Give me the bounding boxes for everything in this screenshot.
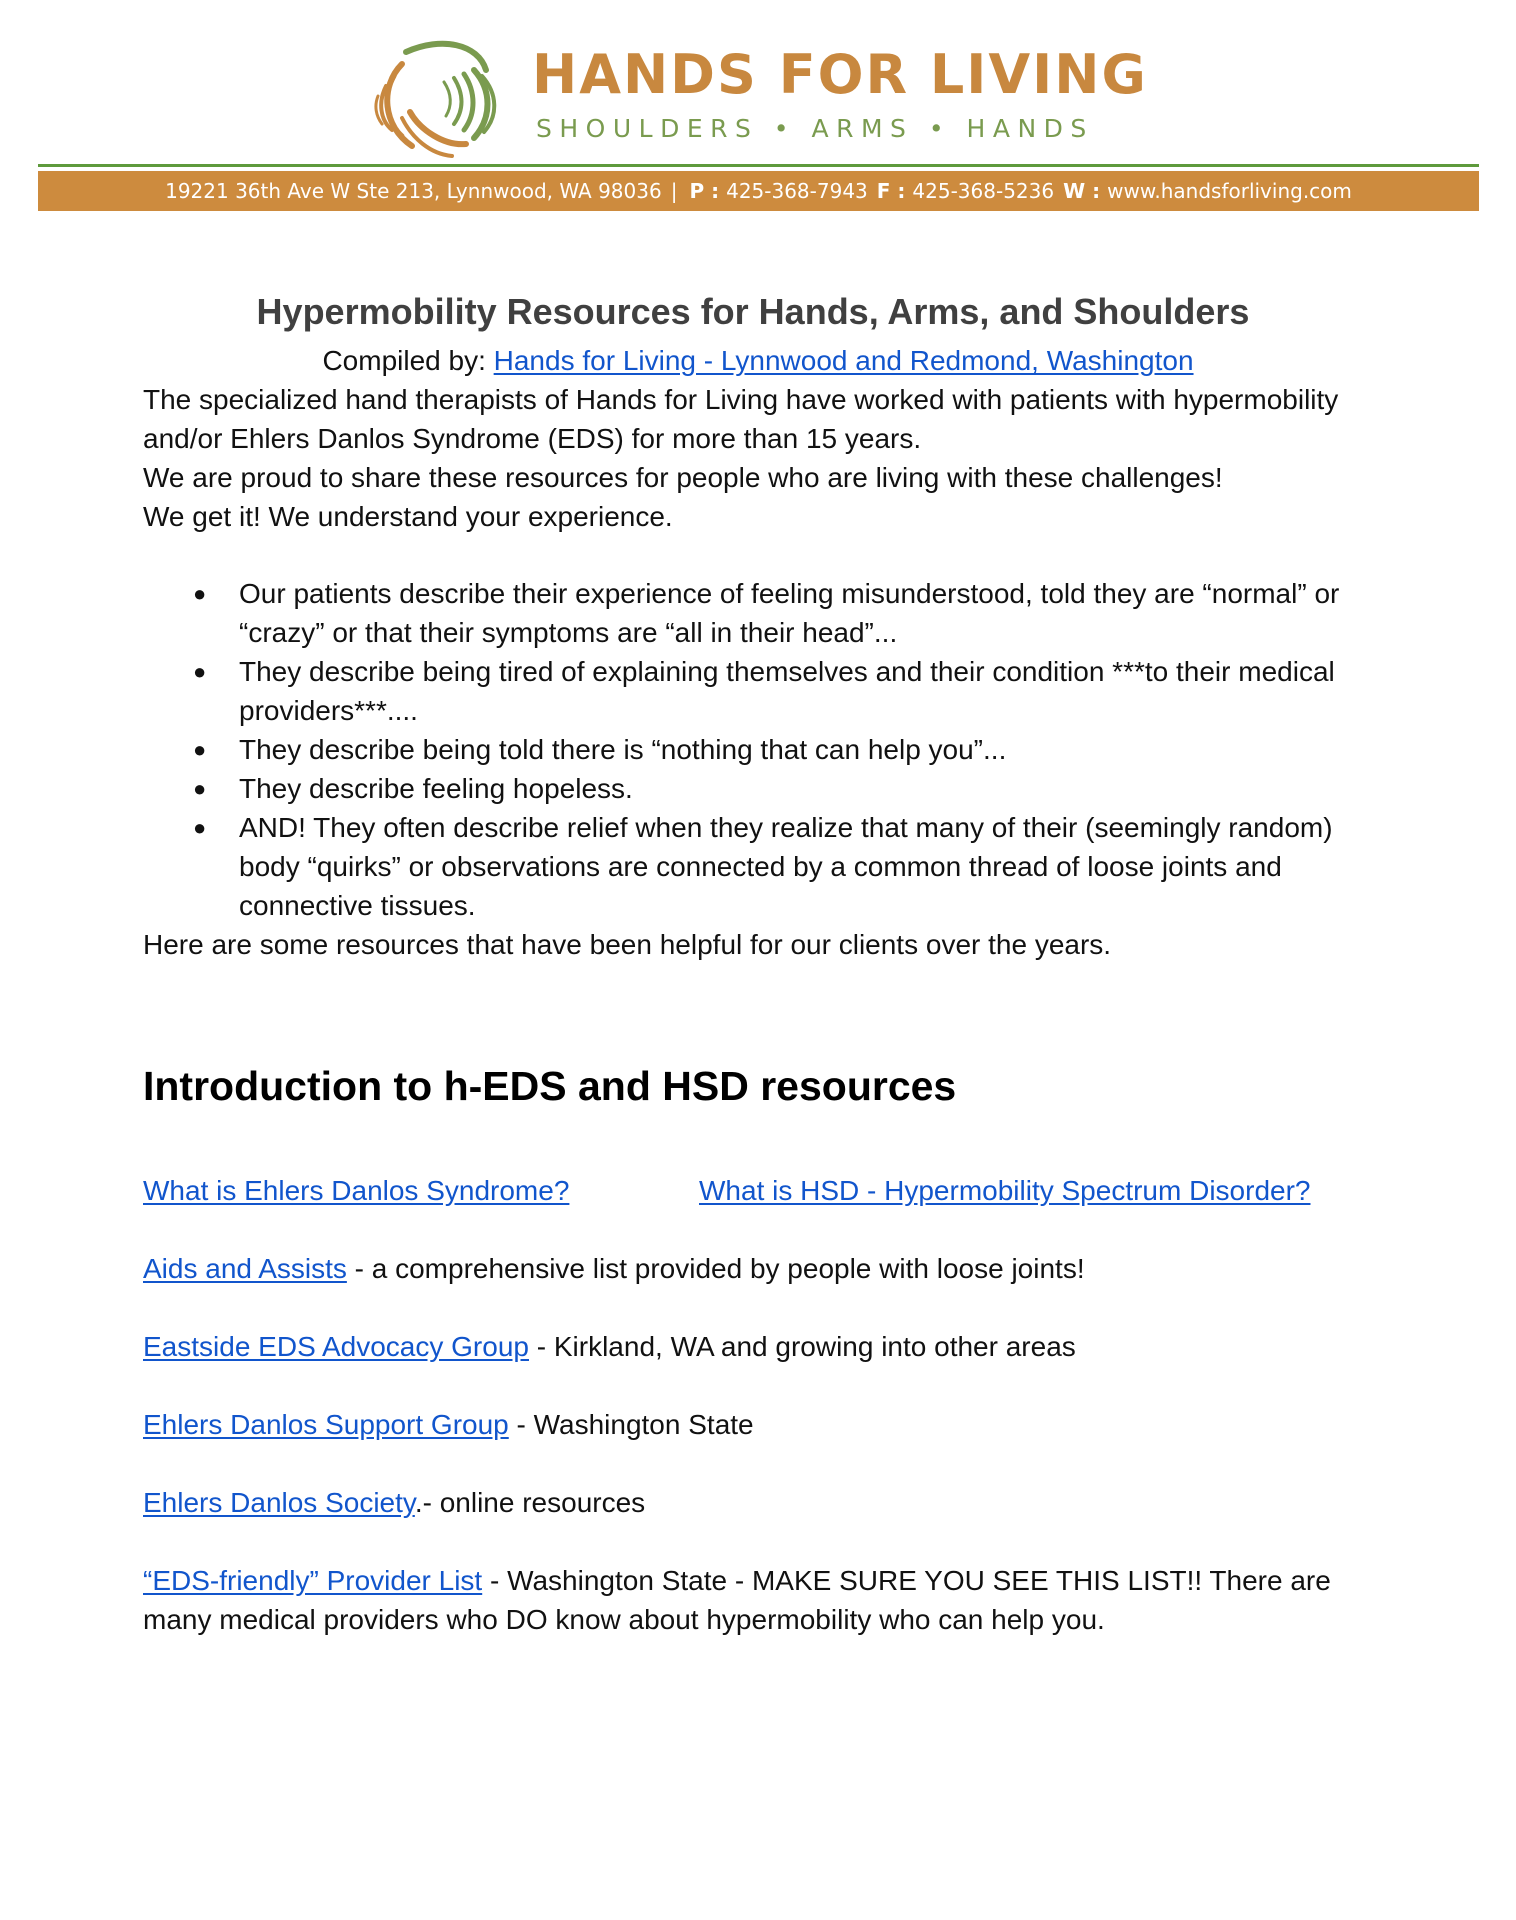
eastside-eds-advocacy-link[interactable]: Eastside EDS Advocacy Group xyxy=(143,1330,529,1362)
resource-description: .- online resources xyxy=(414,1486,646,1518)
compiled-by-label: Compiled by: xyxy=(322,345,494,377)
intro-paragraph: The specialized hand therapists of Hands for Living have worked with patients with hypermobility and/or Ehlers Danlos Syndrome (EDS) for more than 15 years. xyxy=(143,383,1339,454)
bullet-icon: ● xyxy=(193,736,207,762)
what-is-eds-link[interactable]: What is Ehlers Danlos Syndrome? xyxy=(143,1174,570,1206)
resource-description: - Kirkland, WA and growing into other areas xyxy=(528,1330,1076,1362)
web-label: W : xyxy=(1063,179,1101,203)
phone-number: 425-368-7943 xyxy=(726,179,868,203)
resource-description: - Washington State - MAKE SURE YOU SEE THIS LIST!! There are many medical providers who DO know about hypermobility who can help you. xyxy=(143,1564,1331,1635)
fax-label: F : xyxy=(876,179,906,203)
aids-and-assists-link[interactable]: Aids and Assists xyxy=(143,1252,347,1284)
resource-item xyxy=(143,1483,1383,1522)
list-item: ● They describe being told there is “nothing that can help you”... xyxy=(143,730,1369,769)
proud-paragraph: We are proud to share these resources for people who are living with these challenges! xyxy=(143,461,1223,493)
resource-item xyxy=(143,1561,1383,1639)
bullet-icon: ● xyxy=(193,580,207,606)
brand-tagline: SHOULDERS • ARMS • HANDS xyxy=(536,114,1094,143)
separator: | xyxy=(670,179,678,203)
header-divider xyxy=(38,164,1479,167)
what-is-hsd-link[interactable]: What is HSD - Hypermobility Spectrum Disorder? xyxy=(699,1174,1311,1206)
we-get-it-paragraph: We get it! We understand your experience. xyxy=(143,500,673,532)
compiled-by-link[interactable]: Hands for Living - Lynnwood and Redmond, Washington xyxy=(493,345,1194,377)
section-heading: Introduction to h-EDS and HSD resources xyxy=(143,1062,957,1109)
compiled-by-line xyxy=(133,343,1383,379)
list-item: ● AND! They often describe relief when they realize that many of their (seemingly random) body “quirks” or observations are connected by a common thread of loose joints and connective tissues. xyxy=(143,808,1369,925)
bullet-icon: ● xyxy=(193,775,207,801)
website-url: www.handsforliving.com xyxy=(1107,179,1352,203)
resource-description: - Washington State xyxy=(508,1408,754,1440)
eds-friendly-provider-list-link[interactable]: “EDS-friendly” Provider List xyxy=(143,1564,483,1596)
street-address: 19221 36th Ave W Ste 213, Lynnwood, WA 98036 xyxy=(165,179,662,203)
list-item: ● They describe feeling hopeless. xyxy=(143,769,1369,808)
bullet-icon: ● xyxy=(193,658,207,684)
page-title: Hypermobility Resources for Hands, Arms, and Shoulders xyxy=(256,291,1250,332)
brand-name: HANDS FOR LIVING xyxy=(532,43,1148,106)
list-item: ● Our patients describe their experience of feeling misunderstood, told they are “normal” or “crazy” or that their symptoms are “all in their head”... xyxy=(143,574,1369,652)
letterhead xyxy=(0,0,1516,220)
hands-swirl-logo-icon xyxy=(362,34,518,164)
resource-item xyxy=(143,1327,1383,1366)
closing-paragraph: Here are some resources that have been helpful for our clients over the years. xyxy=(143,928,1112,960)
resource-item xyxy=(143,1249,1383,1288)
resource-item xyxy=(143,1405,1383,1444)
experience-bullet-list xyxy=(143,574,1383,925)
phone-label: P : xyxy=(689,179,720,203)
intro-links-row xyxy=(143,1171,1383,1210)
document-body xyxy=(143,290,1383,1639)
resource-description: - a comprehensive list provided by people with loose joints! xyxy=(346,1252,1085,1284)
eds-society-link[interactable]: Ehlers Danlos Society xyxy=(143,1486,415,1518)
fax-number: 425-368-5236 xyxy=(912,179,1055,203)
bullet-icon: ● xyxy=(193,814,207,840)
contact-bar xyxy=(38,171,1479,211)
eds-support-group-link[interactable]: Ehlers Danlos Support Group xyxy=(143,1408,509,1440)
list-item: ● They describe being tired of explaining themselves and their condition ***to their medical providers***.... xyxy=(143,652,1369,730)
